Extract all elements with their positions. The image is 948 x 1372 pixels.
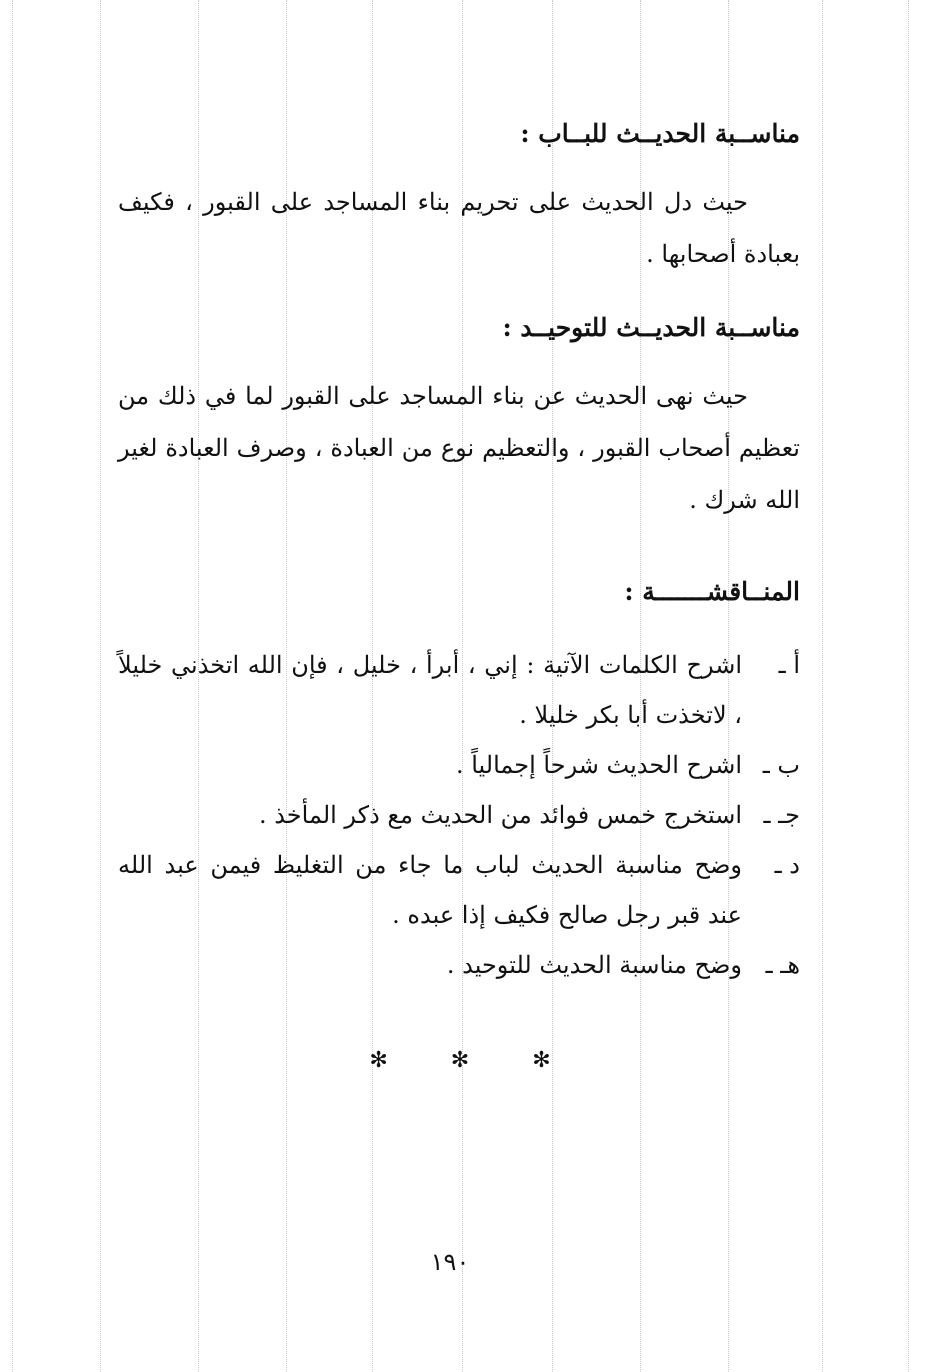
chapter-relevance-text: حيث دل الحديث على تحريم بناء المساجد على القبور ، فكيف بعبادة أصحابها . (118, 188, 800, 268)
list-marker: ب ـ (762, 751, 800, 779)
tawhid-relevance-heading: مناســبة الحديــث للتوحيــد : (502, 313, 800, 342)
list-item (118, 740, 800, 790)
list-item (118, 940, 800, 990)
list-item-text: استخرج خمس فوائد من الحديث مع ذكر المأخذ . (258, 801, 742, 829)
list-item-text: وضح مناسبة الحديث للتوحيد . (446, 951, 742, 979)
list-item-text: وضح مناسبة الحديث لباب ما جاء من التغليظ فيمن عبد الله عند قبر رجل صالح فكيف إذا عبده . (118, 851, 742, 929)
scan-line (822, 0, 823, 1372)
list-item (118, 840, 800, 940)
list-item (118, 790, 800, 840)
chapter-relevance-heading: مناســبة الحديــث للبــاب : (520, 119, 800, 148)
list-item-text: اشرح الحديث شرحاً إجمالياً . (455, 751, 742, 779)
list-item-text: اشرح الكلمات الآتية : إني ، أبرأ ، خليل ، فإن الله اتخذني خليلاً ، لاتخذت أبا بكر خليلا . (118, 651, 742, 729)
scan-line (100, 0, 101, 1372)
scan-line (908, 0, 909, 1372)
discussion-list (118, 640, 800, 990)
list-marker: د ـ (774, 851, 800, 879)
list-item (118, 640, 800, 740)
page-body (118, 108, 800, 990)
list-marker: أ ـ (778, 651, 800, 679)
page-number: ١٩٠ (430, 1248, 470, 1276)
discussion-heading: المنــاقشـــــــة : (624, 577, 800, 606)
scan-line (12, 0, 13, 1372)
tawhid-relevance-text: حيث نهى الحديث عن بناء المساجد على القبور لما في ذلك من تعظيم أصحاب القبور ، والتعظيم نوع من العبادة ، وصرف العبادة لغير الله شرك . (118, 382, 800, 514)
list-marker: هـ ـ (765, 951, 800, 979)
section-separator: ✻ ✻ ✻ (369, 1048, 579, 1073)
list-marker: جـ ـ (763, 801, 800, 829)
